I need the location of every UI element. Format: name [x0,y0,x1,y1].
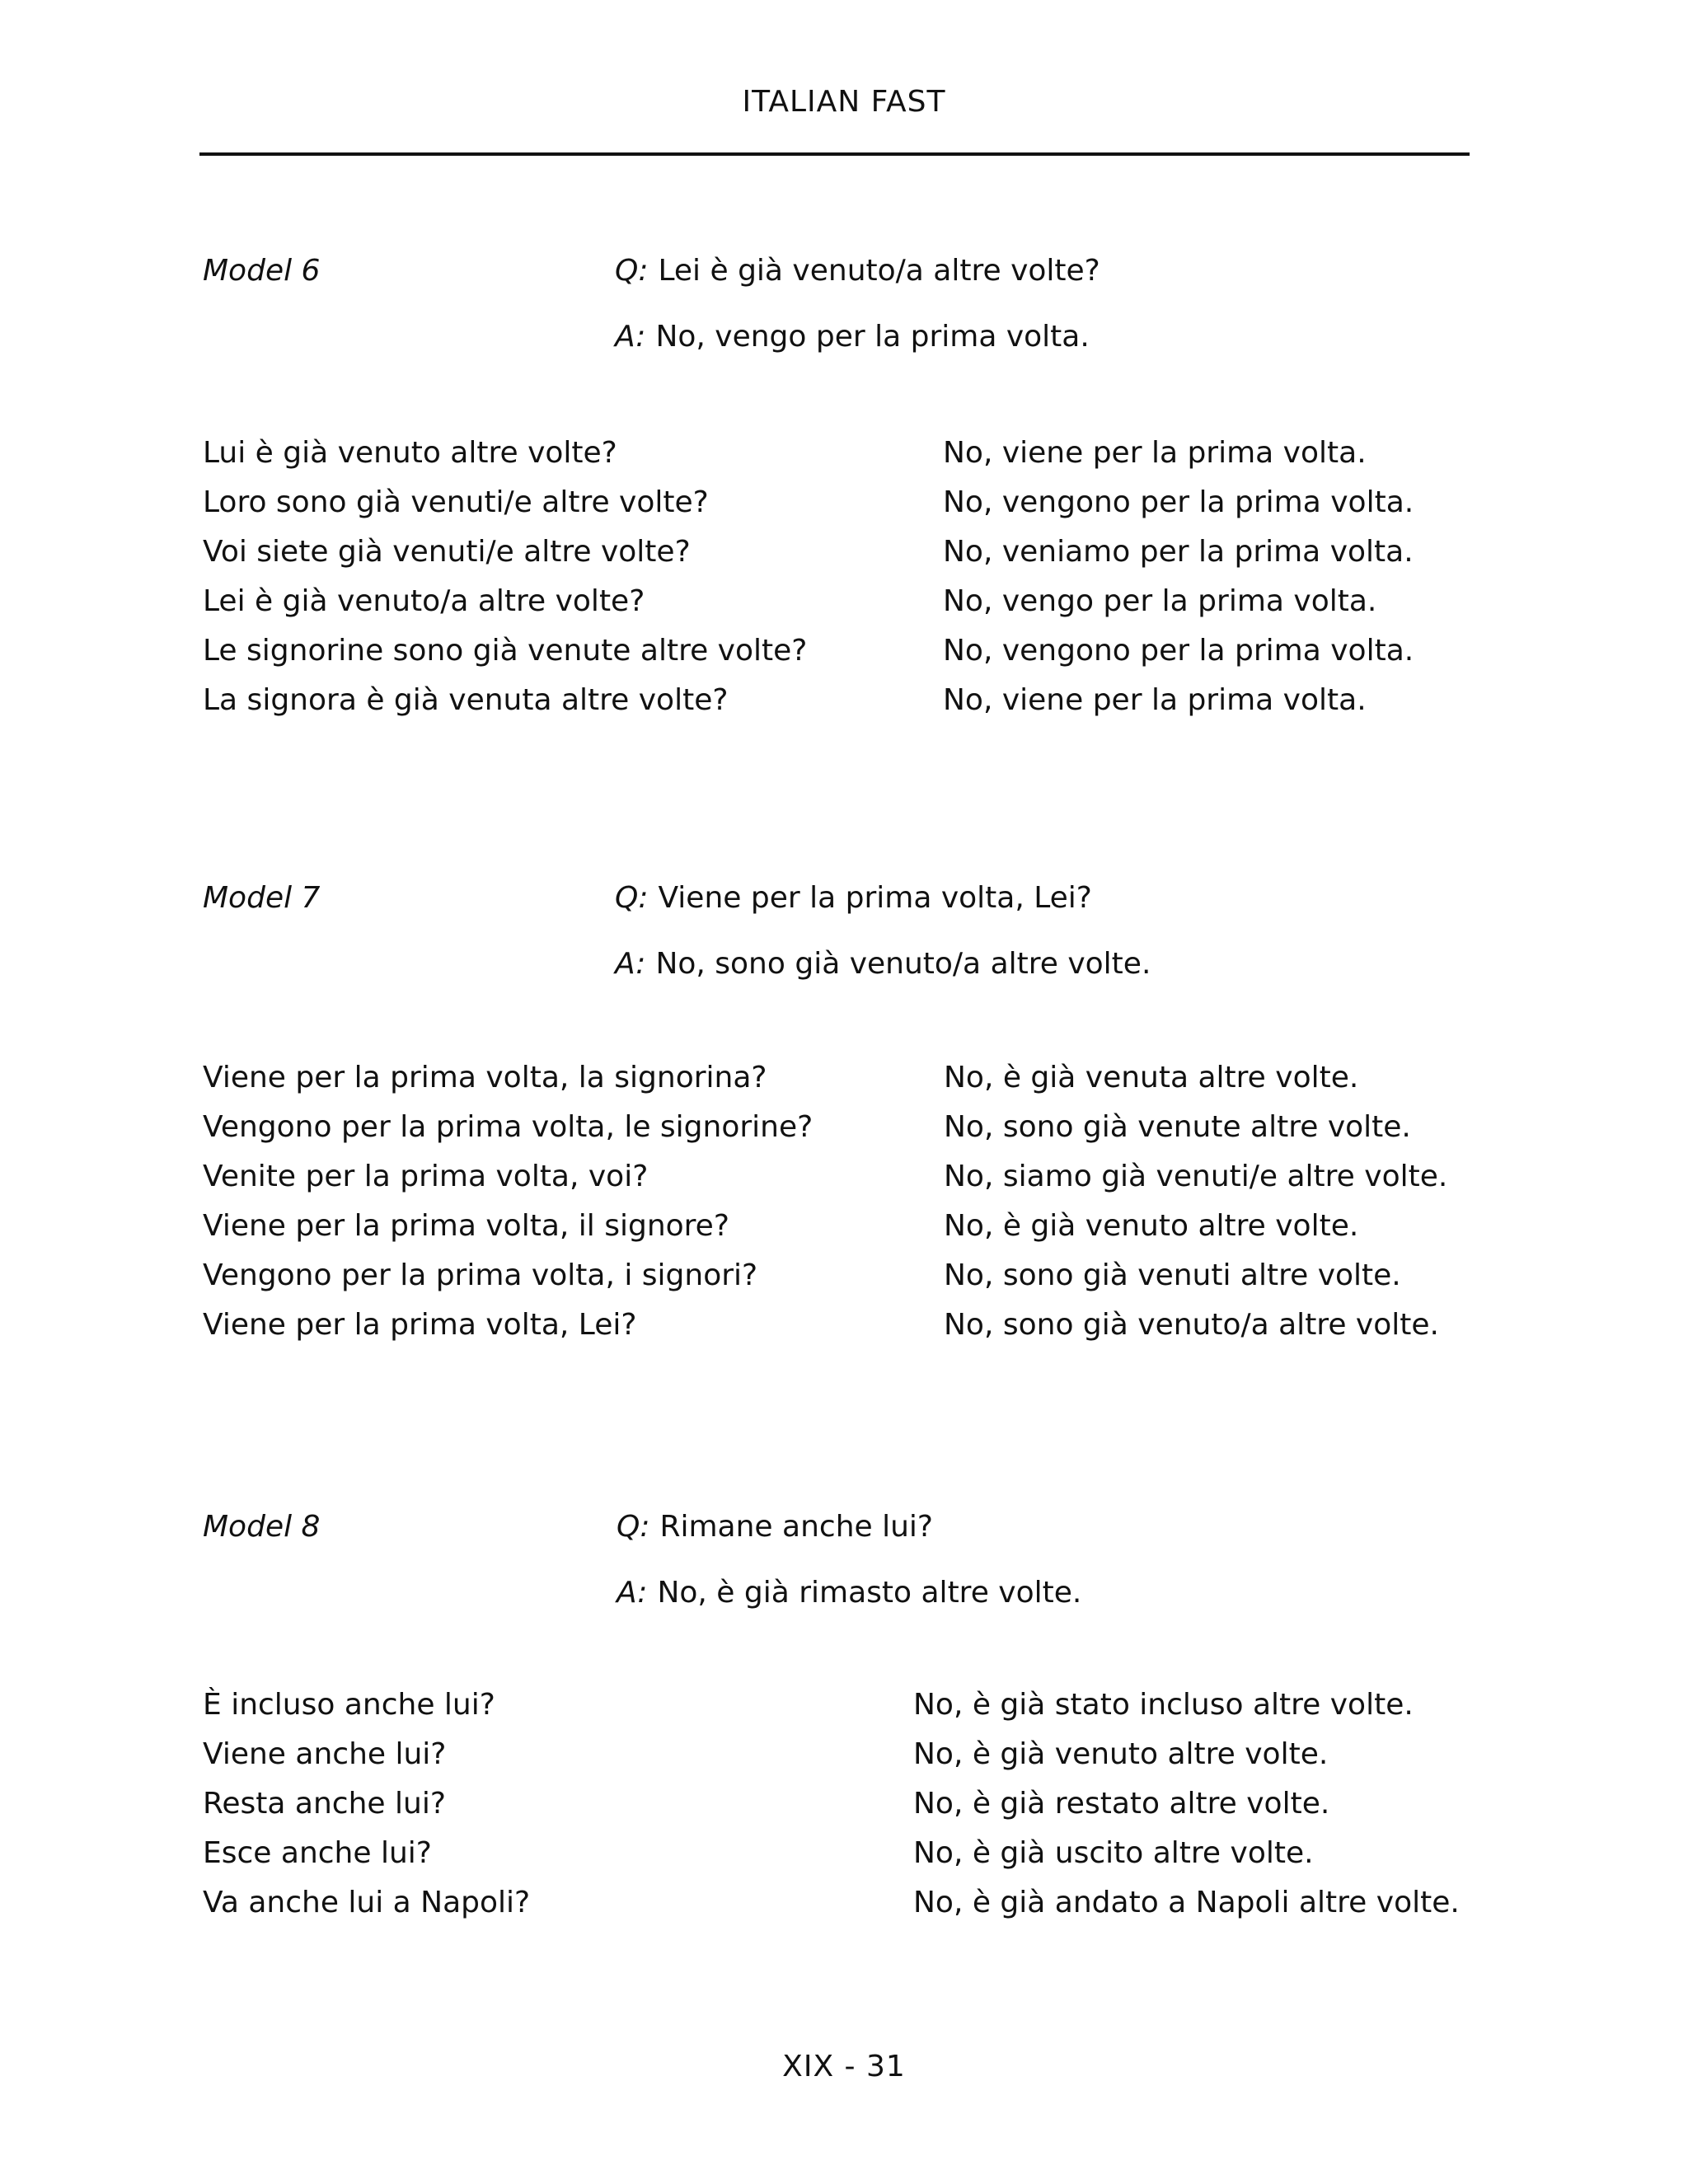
drill-question: Viene per la prima volta, la signorina? [203,1061,767,1094]
drill-answer: No, siamo già venuti/e altre volte. [944,1160,1448,1193]
model-question [615,879,1151,944]
drill-answer: No, è già venuta altre volte. [944,1061,1359,1094]
question-tag: Q: [615,254,649,288]
question-tag: Q: [617,1510,650,1544]
answer-text: No, vengo per la prima volta. [655,320,1090,354]
drill-question: Resta anche lui? [203,1787,446,1821]
model-answer [617,1573,1081,1639]
answer-text: No, è già rimasto altre volte. [657,1576,1082,1610]
drill-answer: No, vengono per la prima volta. [943,634,1414,668]
answer-tag: A: [615,320,646,354]
answer-tag: A: [615,947,646,981]
drill-question: Lui è già venuto altre volte? [203,436,617,470]
drill-question: È incluso anche lui? [203,1688,495,1722]
page-number: XIX - 31 [782,2050,906,2083]
model-label: Model 6 [203,254,321,288]
question-text: Lei è già venuto/a altre volte? [658,254,1100,288]
drill-answer: No, sono già venuto/a altre volte. [944,1308,1439,1342]
answer-tag: A: [617,1576,648,1610]
header-rule [199,152,1470,156]
answer-text: No, sono già venuto/a altre volte. [655,947,1151,981]
drill-question: Loro sono già venuti/e altre volte? [203,485,709,519]
drill-answer: No, è già uscito altre volte. [913,1836,1314,1870]
drill-answer: No, è già venuto altre volte. [913,1737,1329,1771]
model-qa [615,251,1100,383]
page-header: ITALIAN FAST [742,85,946,119]
drill-answer: No, è già stato incluso altre volte. [913,1688,1414,1722]
drill-answer: No, vengo per la prima volta. [943,584,1377,618]
question-text: Rimane anche lui? [659,1510,934,1544]
model-qa [615,879,1151,1010]
question-text: Viene per la prima volta, Lei? [658,881,1092,915]
drill-answer: No, viene per la prima volta. [943,436,1367,470]
drill-answer: No, sono già venuti altre volte. [944,1258,1401,1292]
drill-answer: No, viene per la prima volta. [943,683,1367,717]
drill-question: Esce anche lui? [203,1836,432,1870]
model-label: Model 8 [203,1510,321,1544]
model-question [615,251,1100,317]
drill-question: Lei è già venuto/a altre volte? [203,584,645,618]
drill-question: Venite per la prima volta, voi? [203,1160,649,1193]
model-label: Model 7 [203,881,321,915]
model-qa [617,1507,1081,1639]
drill-question: Vengono per la prima volta, le signorine? [203,1110,814,1144]
drill-answer: No, sono già venute altre volte. [944,1110,1411,1144]
drill-question: Viene per la prima volta, Lei? [203,1308,637,1342]
drill-question: Viene anche lui? [203,1737,447,1771]
model-answer [615,944,1151,1010]
drill-answer: No, vengono per la prima volta. [943,485,1414,519]
drill-question: Voi siete già venuti/e altre volte? [203,535,691,569]
model-answer [615,317,1100,383]
drill-answer: No, è già restato altre volte. [913,1787,1330,1821]
drill-answer: No, è già venuto altre volte. [944,1209,1359,1243]
drill-answer: No, è già andato a Napoli altre volte. [913,1886,1460,1919]
model-question [617,1507,1081,1573]
drill-question: Viene per la prima volta, il signore? [203,1209,729,1243]
drill-answer: No, veniamo per la prima volta. [943,535,1414,569]
question-tag: Q: [615,881,649,915]
drill-question: Va anche lui a Napoli? [203,1886,531,1919]
drill-question: Vengono per la prima volta, i signori? [203,1258,758,1292]
drill-question: Le signorine sono già venute altre volte? [203,634,808,668]
drill-question: La signora è già venuta altre volte? [203,683,729,717]
